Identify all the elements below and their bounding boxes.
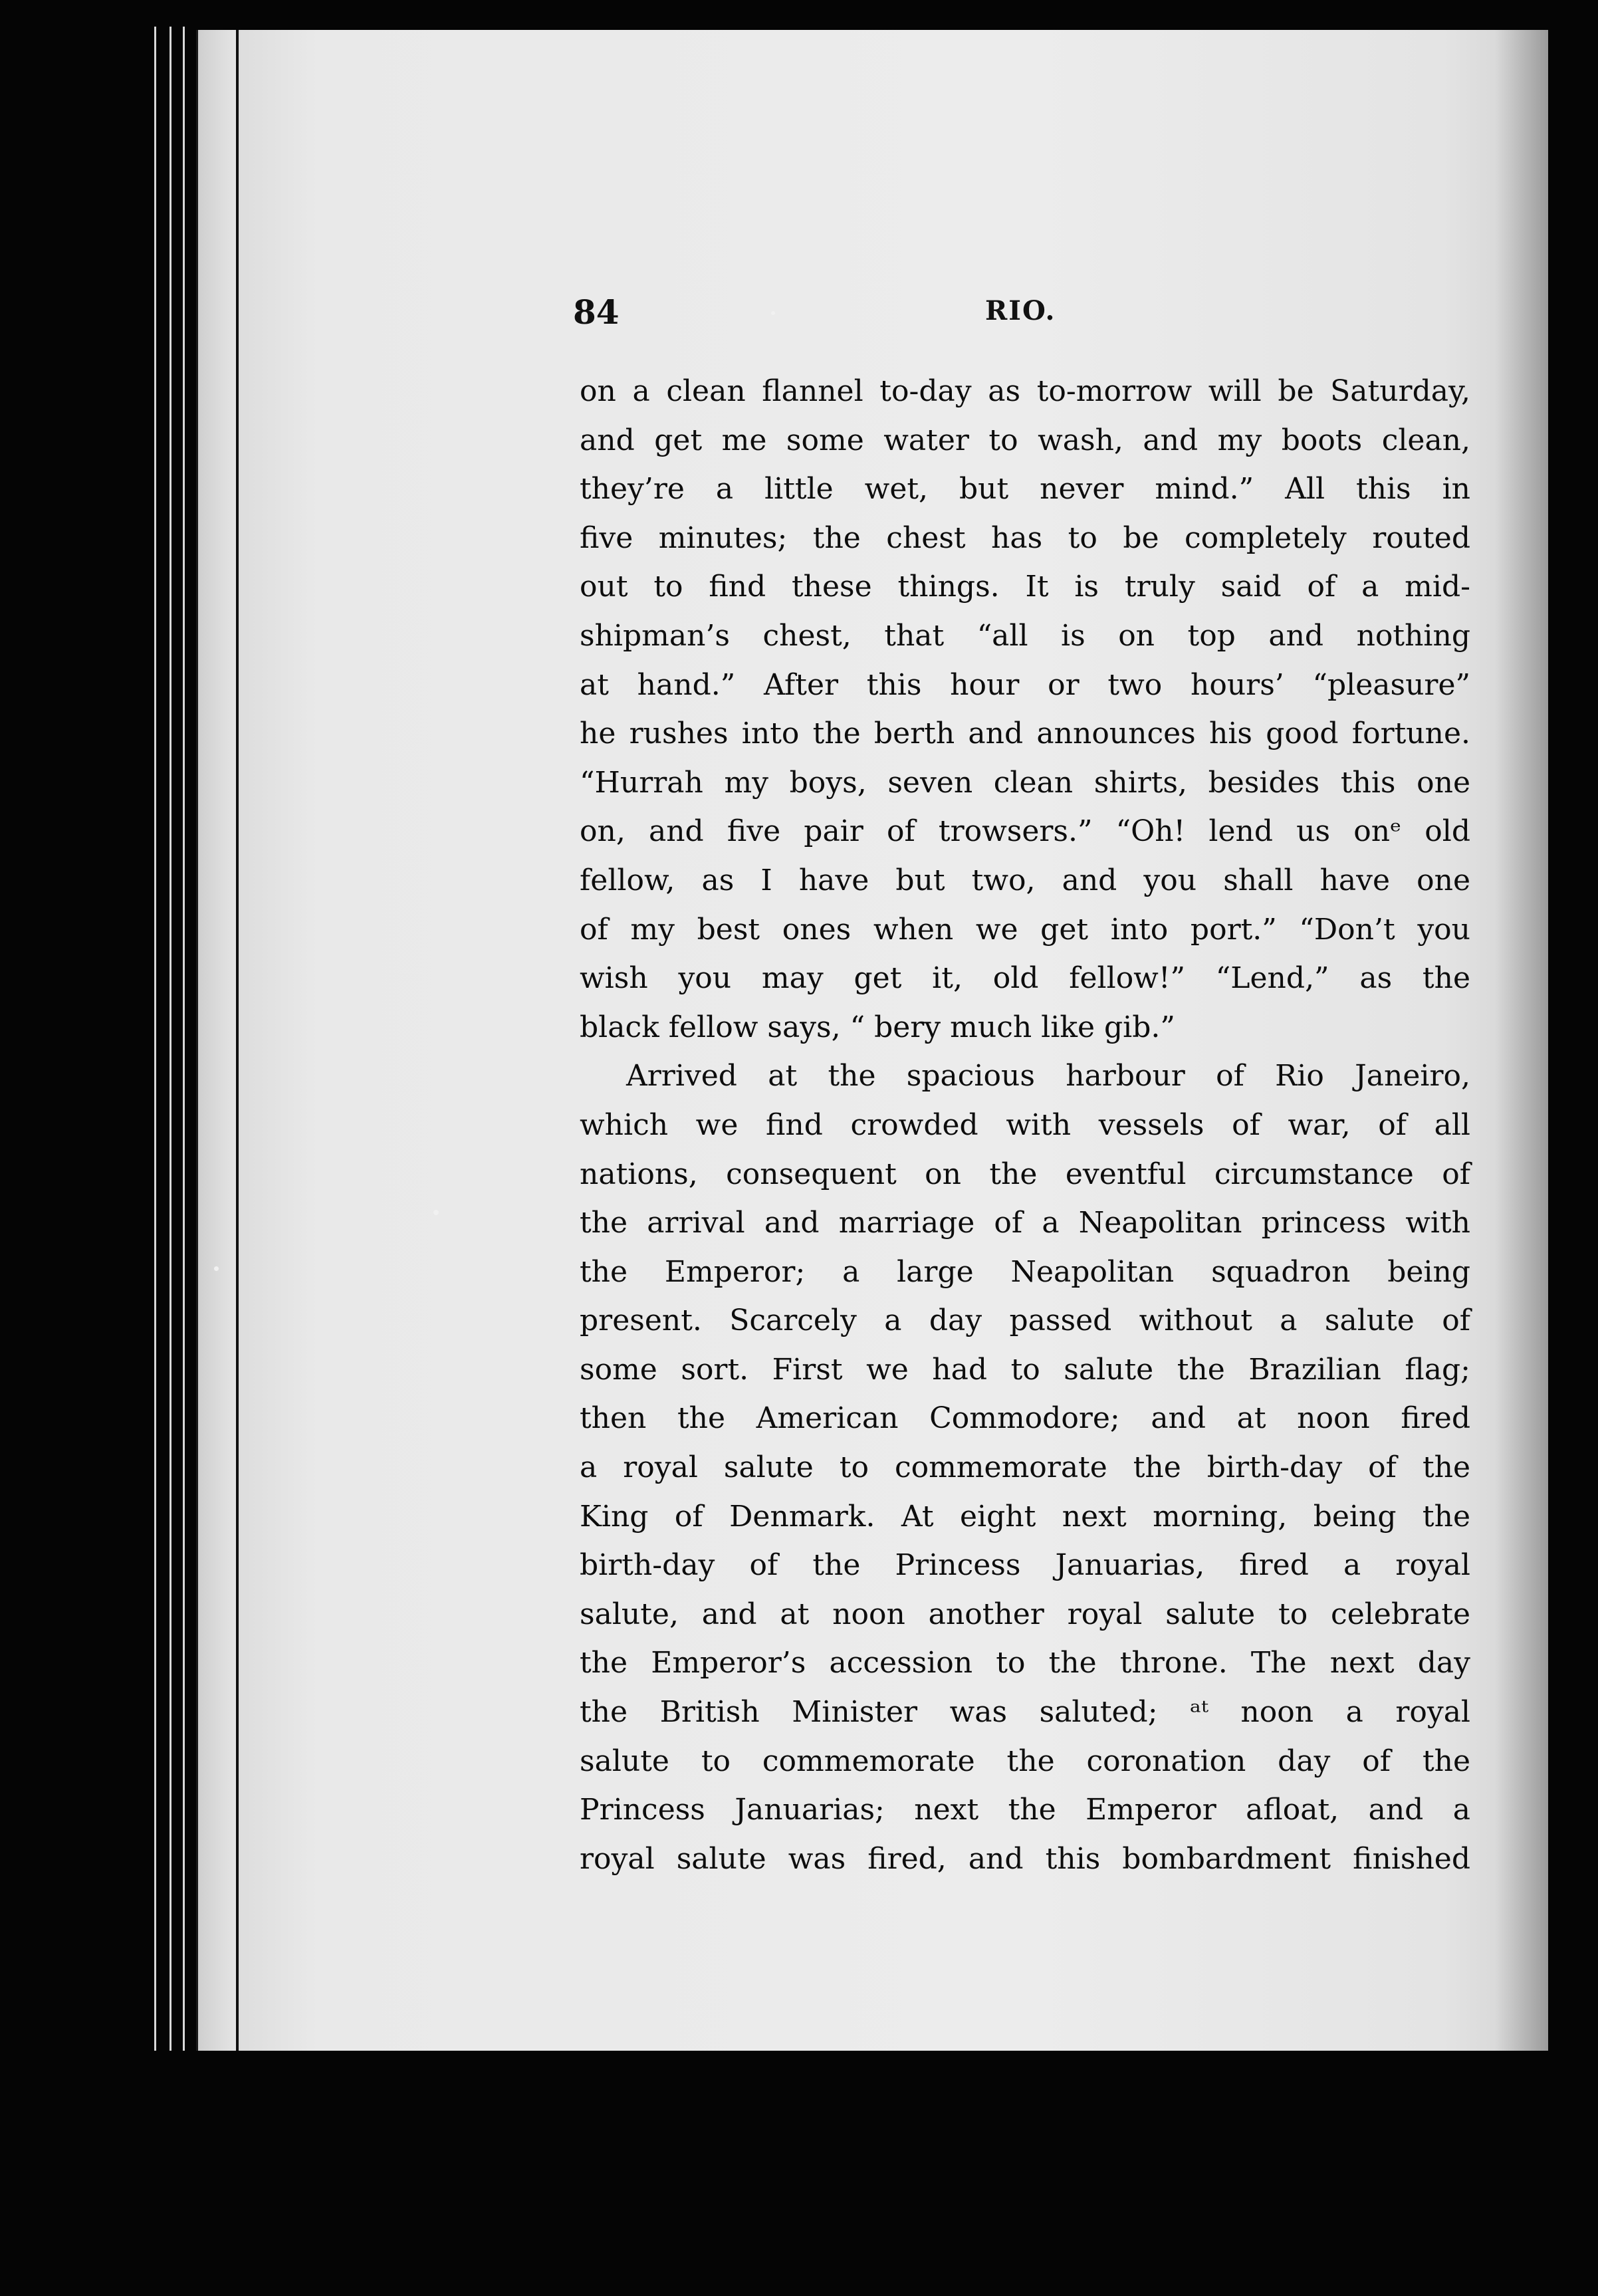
text-line: on, and five pair of trowsers.” “Oh! lend us onᵉ old [580, 814, 1470, 849]
running-title: RIO. [985, 295, 1056, 326]
scan-border-bottom [0, 2051, 1598, 2296]
text-line: out to find these things. It is truly said of a mid- [580, 570, 1470, 604]
text-line: wish you may get it, old fellow!” “Lend,” as the [580, 961, 1470, 996]
scan-speck [433, 1210, 439, 1215]
text-line: at hand.” After this hour or two hours’ “pleasure” [580, 667, 1470, 702]
text-line: present. Scarcely a day passed without a salute of [580, 1304, 1470, 1338]
running-head [573, 292, 1477, 332]
page-number: 84 [573, 292, 620, 332]
text-line: the Emperor’s accession to the throne. The next day [580, 1646, 1470, 1680]
text-line: “Hurrah my boys, seven clean shirts, besides this one [580, 765, 1470, 800]
text-line: fellow, as I have but two, and you shall have one [580, 863, 1470, 897]
page-gutter-shadow [1495, 30, 1548, 2051]
text-line: Arrived at the spacious harbour of Rio Janeiro, [626, 1059, 1470, 1093]
text-line: salute to commemorate the coronation day of the [580, 1744, 1470, 1778]
text-line: royal salute was fired, and this bombardment finished [580, 1841, 1470, 1876]
page-edge-line [154, 27, 156, 2296]
text-line: the arrival and marriage of a Neapolitan princess with [580, 1206, 1470, 1240]
text-line: and get me some water to wash, and my boots clean, [580, 423, 1470, 457]
page-edge-strip [196, 30, 238, 2051]
text-line: he rushes into the berth and announces his good fortune. [580, 717, 1470, 751]
text-line: a royal salute to commemorate the birth-day of the [580, 1450, 1470, 1485]
page-edge-line [170, 27, 171, 2296]
text-line: King of Denmark. At eight next morning, being the [580, 1499, 1470, 1534]
page-edge-line [183, 27, 185, 2296]
text-line: then the American Commodore; and at noon fired [580, 1401, 1470, 1436]
scan-speck [214, 1266, 219, 1271]
text-line: of my best ones when we get into port.” “Don’t you [580, 912, 1470, 947]
text-line: which we find crowded with vessels of war, of all [580, 1107, 1470, 1142]
text-line: nations, consequent on the eventful circumstance of [580, 1157, 1470, 1191]
text-line: the British Minister was saluted; ᵃᵗ noon a royal [580, 1695, 1470, 1730]
text-line: the Emperor; a large Neapolitan squadron being [580, 1254, 1470, 1289]
text-line: some sort. First we had to salute the Brazilian flag; [580, 1352, 1470, 1387]
text-line: they’re a little wet, but never mind.” All this in [580, 472, 1470, 507]
text-line: birth-day of the Princess Januarias, fired a royal [580, 1548, 1470, 1583]
body-text [580, 367, 1470, 1883]
text-line: salute, and at noon another royal salute to celebrate [580, 1597, 1470, 1631]
text-line: Princess Januarias; next the Emperor afloat, and a [580, 1793, 1470, 1827]
text-line: black fellow says, “ bery much like gib.” [580, 1010, 1175, 1044]
text-line: five minutes; the chest has to be completely routed [580, 520, 1470, 555]
paragraph [580, 1052, 1470, 1883]
text-line: shipman’s chest, that “all is on top and nothing [580, 618, 1470, 653]
paragraph [580, 367, 1470, 1052]
text-line: on a clean flannel to-day as to-morrow will be Saturday, [580, 374, 1470, 408]
